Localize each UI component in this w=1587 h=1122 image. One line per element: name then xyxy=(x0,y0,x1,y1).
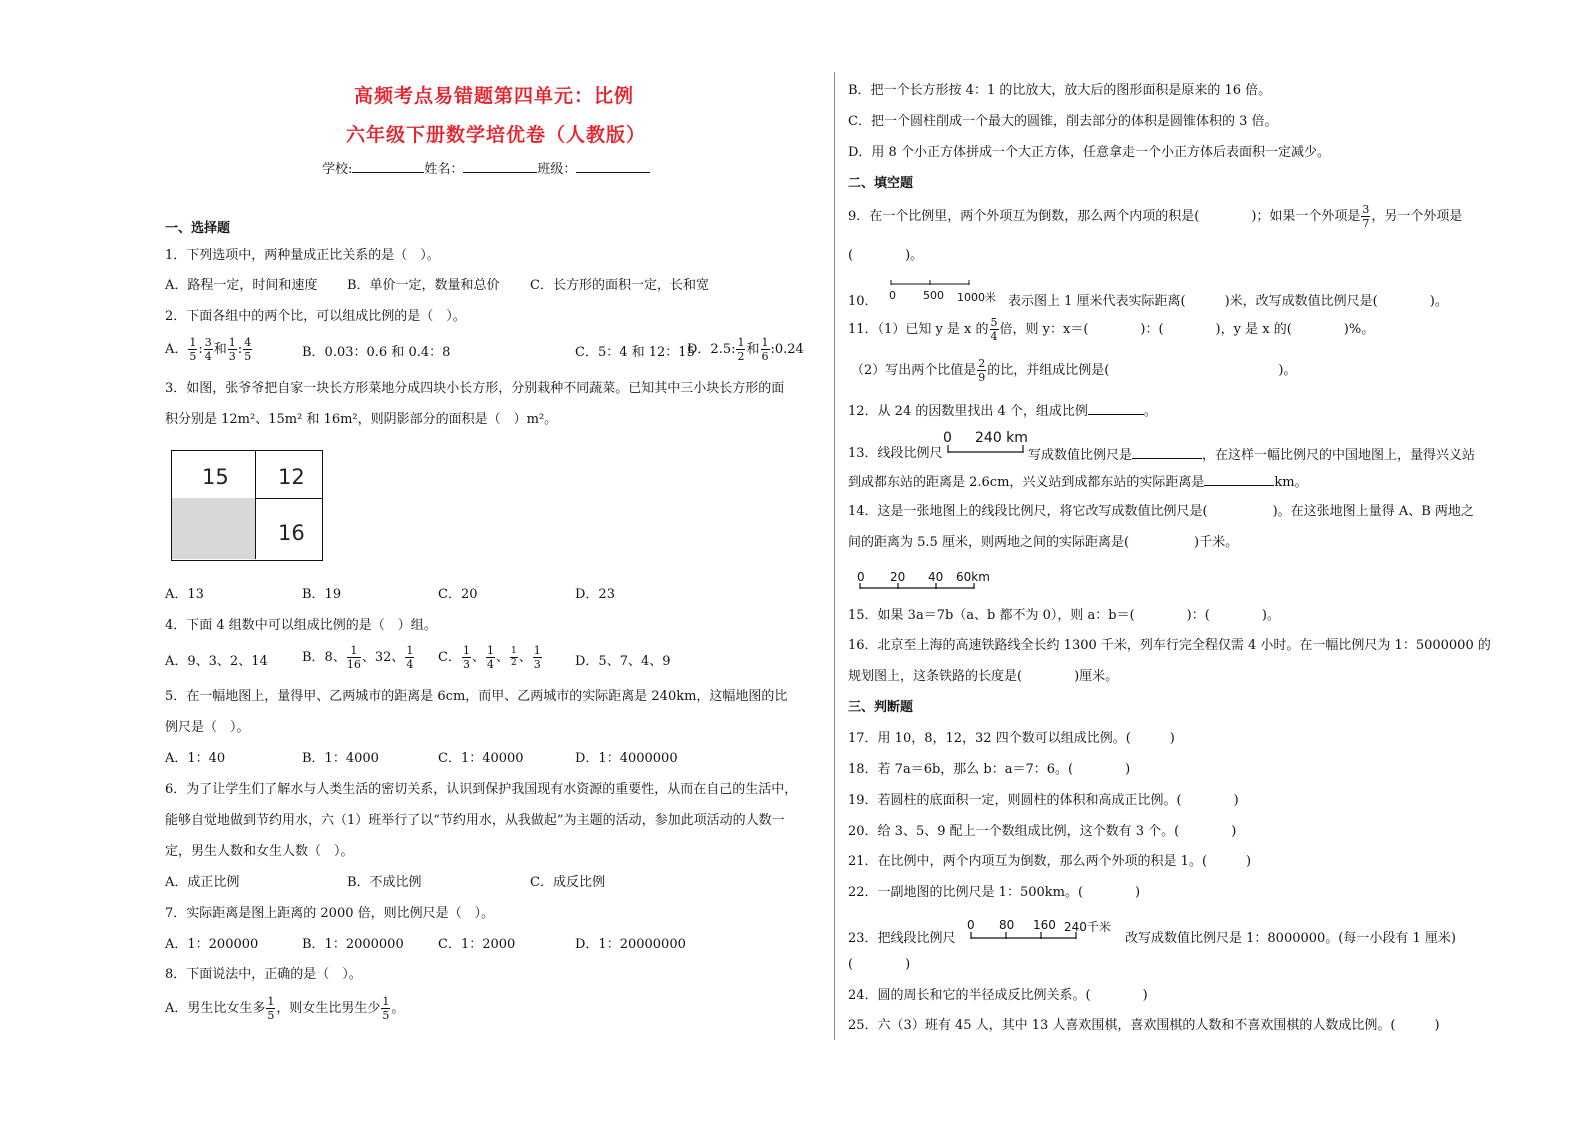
question-10-text: 表示图上 1 厘米代表实际距离( )米，改写成数值比例尺是( )。 xyxy=(1008,294,1448,309)
area-15: 15 xyxy=(202,465,229,489)
student-info xyxy=(322,161,650,176)
q1-option-b[interactable]: B．单价一定，数量和总价 xyxy=(347,278,500,293)
q13-scale-label-0: 0 xyxy=(943,430,952,446)
q1-option-c[interactable]: C．长方形的面积一定，长和宽 xyxy=(530,278,709,293)
q7-option-b[interactable]: B．1：2000000 xyxy=(302,937,404,952)
question-8: 8．下面说法中，正确的是（ ）。 xyxy=(165,967,362,982)
q14-scale-label-20: 20 xyxy=(890,570,906,584)
q14-scale-label-0: 0 xyxy=(857,570,865,584)
section-choice: 一、选择题 xyxy=(165,221,231,236)
class-label: 班级： xyxy=(537,162,577,177)
q2-option-a[interactable]: A． $\frac{1}{5}$ : $\frac{3}{4}$ 和 $\frac{1}{3}$ : $\frac{4}{5}$ xyxy=(165,336,252,363)
q4-option-c[interactable]: C． $\frac{1}{3}$ 、 $\frac{1}{4}$ 、 $\frac{1}{2}$ 、 $\frac{1}{3}$ xyxy=(438,644,541,671)
q10-scale-label-1000: 1000米 xyxy=(957,291,996,304)
question-23-line-2: ( ) xyxy=(848,957,911,972)
question-6-line-3: 定，男生人数和女生人数（ ）。 xyxy=(165,844,354,859)
q10-scale-label-0: 0 xyxy=(889,289,896,302)
q3-option-d[interactable]: D．23 xyxy=(575,587,615,602)
question-13-pre: 13．线段比例尺 xyxy=(848,446,943,461)
q23-scale-label-240: 240千米 xyxy=(1064,920,1111,934)
q2-option-b[interactable]: B．0.03：0.6 和 0.4：8 xyxy=(302,345,451,360)
question-22: 22．一副地图的比例尺是 1：500km。( ) xyxy=(848,885,1141,900)
question-14-line-2: 间的距离为 5.5 厘米，则两地之间的实际距离是( )千米。 xyxy=(848,535,1239,550)
question-11-part-1: 11．（1）已知 y 是 x 的 $\frac{5}{4}$ 倍，则 y：x＝( )：( )，y 是 x 的( )%。 xyxy=(848,316,1375,343)
q10-scale-label-500: 500 xyxy=(923,289,944,302)
question-17: 17．用 10，8，12，32 四个数可以组成比例。( ) xyxy=(848,731,1175,746)
q4-option-d[interactable]: D．5、7、4、9 xyxy=(575,654,671,669)
q4-option-a[interactable]: A．9、3、2、14 xyxy=(165,654,268,669)
question-14-line-1: 14．这是一张地图上的线段比例尺，将它改写成数值比例尺是( )。在这张地图上量得 A、B 两地之 xyxy=(848,504,1474,519)
section-judge: 三、判断题 xyxy=(848,700,914,715)
q8-option-a[interactable]: A．男生比女生多 $\frac{1}{5}$ ，则女生比男生少 $\frac{1}{5}$ 。 xyxy=(165,995,405,1022)
q8-option-d[interactable]: D．用 8 个小正方体拼成一个大正方体，任意拿走一个小正方体后表面积一定减少。 xyxy=(848,145,1330,160)
question-12: 12．从 24 的因数里找出 4 个，组成比例 。 xyxy=(848,404,1157,419)
q23-scale-label-0: 0 xyxy=(967,918,975,932)
q13-blank-2[interactable] xyxy=(1204,474,1274,486)
question-13-mid: 写成数值比例尺是 ，在这样一幅比例尺的中国地图上，量得兴义站 xyxy=(1028,448,1476,463)
question-15: 15．如果 3a＝7b（a、b 都不为 0），则 a：b＝( )：( )。 xyxy=(848,608,1280,623)
q6-option-b[interactable]: B．不成比例 xyxy=(347,875,422,890)
q13-scale-label-240: 240 km xyxy=(975,430,1028,446)
question-16-line-1: 16．北京至上海的高速铁路线全长约 1300 千米，列车行完全程仅需 4 小时。在一幅比例尺为 1：5000000 的 xyxy=(848,638,1491,653)
q7-option-a[interactable]: A．1：200000 xyxy=(165,937,259,952)
area-12: 12 xyxy=(278,465,305,489)
question-6-line-1: 6．为了让学生们了解水与人类生活的密切关系，认识到保护我国现有水资源的重要性，从而在自己的生活中， xyxy=(165,782,798,797)
question-3-line-1: 3．如图，张爷爷把自家一块长方形菜地分成四块小长方形，分别栽种不同蔬菜。已知其中三小块长方形的面 xyxy=(165,381,785,396)
school-label: 学校: xyxy=(322,162,353,177)
question-20: 20．给 3、5、9 配上一个数组成比例，这个数有 3 个。( ) xyxy=(848,824,1237,839)
q14-scale-bar xyxy=(858,582,988,592)
name-label: 姓名： xyxy=(424,162,464,177)
question-4: 4．下面 4 组数中可以组成比例的是（ ）组。 xyxy=(165,618,437,633)
question-2: 2．下面各组中的两个比，可以组成比例的是（ ）。 xyxy=(165,309,466,324)
class-blank[interactable] xyxy=(576,161,650,173)
q1-option-a[interactable]: A．路程一定，时间和速度 xyxy=(165,278,318,293)
q8-option-b[interactable]: B．把一个长方形按 4：1 的比放大，放大后的图形面积是原来的 16 倍。 xyxy=(848,83,1272,98)
q6-option-c[interactable]: C．成反比例 xyxy=(530,875,605,890)
q13-blank-1[interactable] xyxy=(1132,447,1202,459)
question-21: 21．在比例中，两个内项互为倒数，那么两个外项的积是 1。( ) xyxy=(848,854,1252,869)
q5-option-d[interactable]: D．1：4000000 xyxy=(575,751,678,766)
question-18: 18．若 7a＝6b，那么 b：a＝7：6。( ) xyxy=(848,762,1131,777)
q5-option-c[interactable]: C．1：40000 xyxy=(438,751,524,766)
q7-option-d[interactable]: D．1：20000000 xyxy=(575,937,686,952)
q8-option-c[interactable]: C．把一个圆柱削成一个最大的圆锥，削去部分的体积是圆锥体积的 3 倍。 xyxy=(848,114,1278,129)
vegetable-plot-figure xyxy=(171,450,323,561)
question-13-line-2: 到成都东站的距离是 2.6cm，兴义站到成都东站的实际距离是 km。 xyxy=(848,475,1308,490)
q23-scale-bar xyxy=(968,931,1088,943)
q6-option-a[interactable]: A．成正比例 xyxy=(165,875,240,890)
school-blank[interactable] xyxy=(352,161,424,173)
q4-option-b[interactable]: B．8、 $\frac{1}{16}$ 、32、 $\frac{1}{4}$ xyxy=(302,644,414,671)
title-line-1: 高频考点易错题第四单元：比例 xyxy=(354,85,635,107)
question-23-pre: 23．把线段比例尺 xyxy=(848,931,956,946)
question-9-line-2: ( )。 xyxy=(848,248,924,263)
section-fill: 二、填空题 xyxy=(848,176,914,191)
q7-option-c[interactable]: C．1：2000 xyxy=(438,937,516,952)
question-5-line-1: 5．在一幅地图上，量得甲、乙两城市的距离是 6cm，而甲、乙两城市的实际距离是 240km，这幅地图的比 xyxy=(165,689,788,704)
q12-blank[interactable] xyxy=(1088,403,1144,415)
name-blank[interactable] xyxy=(463,161,537,173)
question-6-line-2: 能够自觉地做到节约用水，六（1）班举行了以“节约用水，从我做起”为主题的活动，参加此项活动的人数一 xyxy=(165,813,785,828)
question-23-post: 改写成数值比例尺是 1：8000000。(每一小段有 1 厘米) xyxy=(1125,931,1456,946)
question-11-part-2: （2）写出两个比值是 $\frac{2}{9}$ 的比，并组成比例是( )。 xyxy=(851,357,1297,384)
question-24: 24．圆的周长和它的半径成反比例关系。( ) xyxy=(848,988,1148,1003)
q5-option-b[interactable]: B．1：4000 xyxy=(302,751,379,766)
title-line-2: 六年级下册数学培优卷（人教版） xyxy=(346,124,647,146)
q23-scale-label-80: 80 xyxy=(999,918,1015,932)
question-16-line-2: 规划图上，这条铁路的长度是( )厘米。 xyxy=(848,669,1119,684)
question-19: 19．若圆柱的底面积一定，则圆柱的体积和高成正比例。( ) xyxy=(848,793,1239,808)
question-3-line-2: 积分别是 12m²、15m² 和 16m²，则阴影部分的面积是（ ）m²。 xyxy=(165,412,558,427)
area-16: 16 xyxy=(278,521,305,545)
q2-option-d[interactable]: D．2.5: $\frac{1}{2}$ 和 $\frac{1}{6}$ :0.24 xyxy=(687,336,804,363)
question-25: 25．六（3）班有 45 人，其中 13 人喜欢围棋，喜欢围棋的人数和不喜欢围棋的人数成比例。( ) xyxy=(848,1018,1440,1033)
question-5-line-2: 例尺是（ ）。 xyxy=(165,720,250,735)
q3-option-c[interactable]: C．20 xyxy=(438,587,478,602)
question-7: 7．实际距离是图上距离的 2000 倍，则比例尺是（ ）。 xyxy=(165,906,495,921)
q23-scale-label-160: 160 xyxy=(1033,918,1056,932)
question-10-number: 10． xyxy=(848,294,878,309)
q3-option-a[interactable]: A．13 xyxy=(165,587,204,602)
column-divider xyxy=(834,72,835,1040)
q3-option-b[interactable]: B．19 xyxy=(302,587,342,602)
shaded-region xyxy=(172,498,256,559)
q2-option-c[interactable]: C．5：4 和 12：15 xyxy=(575,345,695,360)
q5-option-a[interactable]: A．1：40 xyxy=(165,751,226,766)
question-1: 1．下列选项中，两种量成正比关系的是（ ）。 xyxy=(165,248,440,263)
q14-scale-label-60: 60km xyxy=(956,570,990,584)
question-9: 9．在一个比例里，两个外项互为倒数，那么两个内项的积是( )；如果一个外项是 $\frac{3}{7}$ ，另一个外项是 xyxy=(848,203,1463,230)
q14-scale-label-40: 40 xyxy=(928,570,944,584)
